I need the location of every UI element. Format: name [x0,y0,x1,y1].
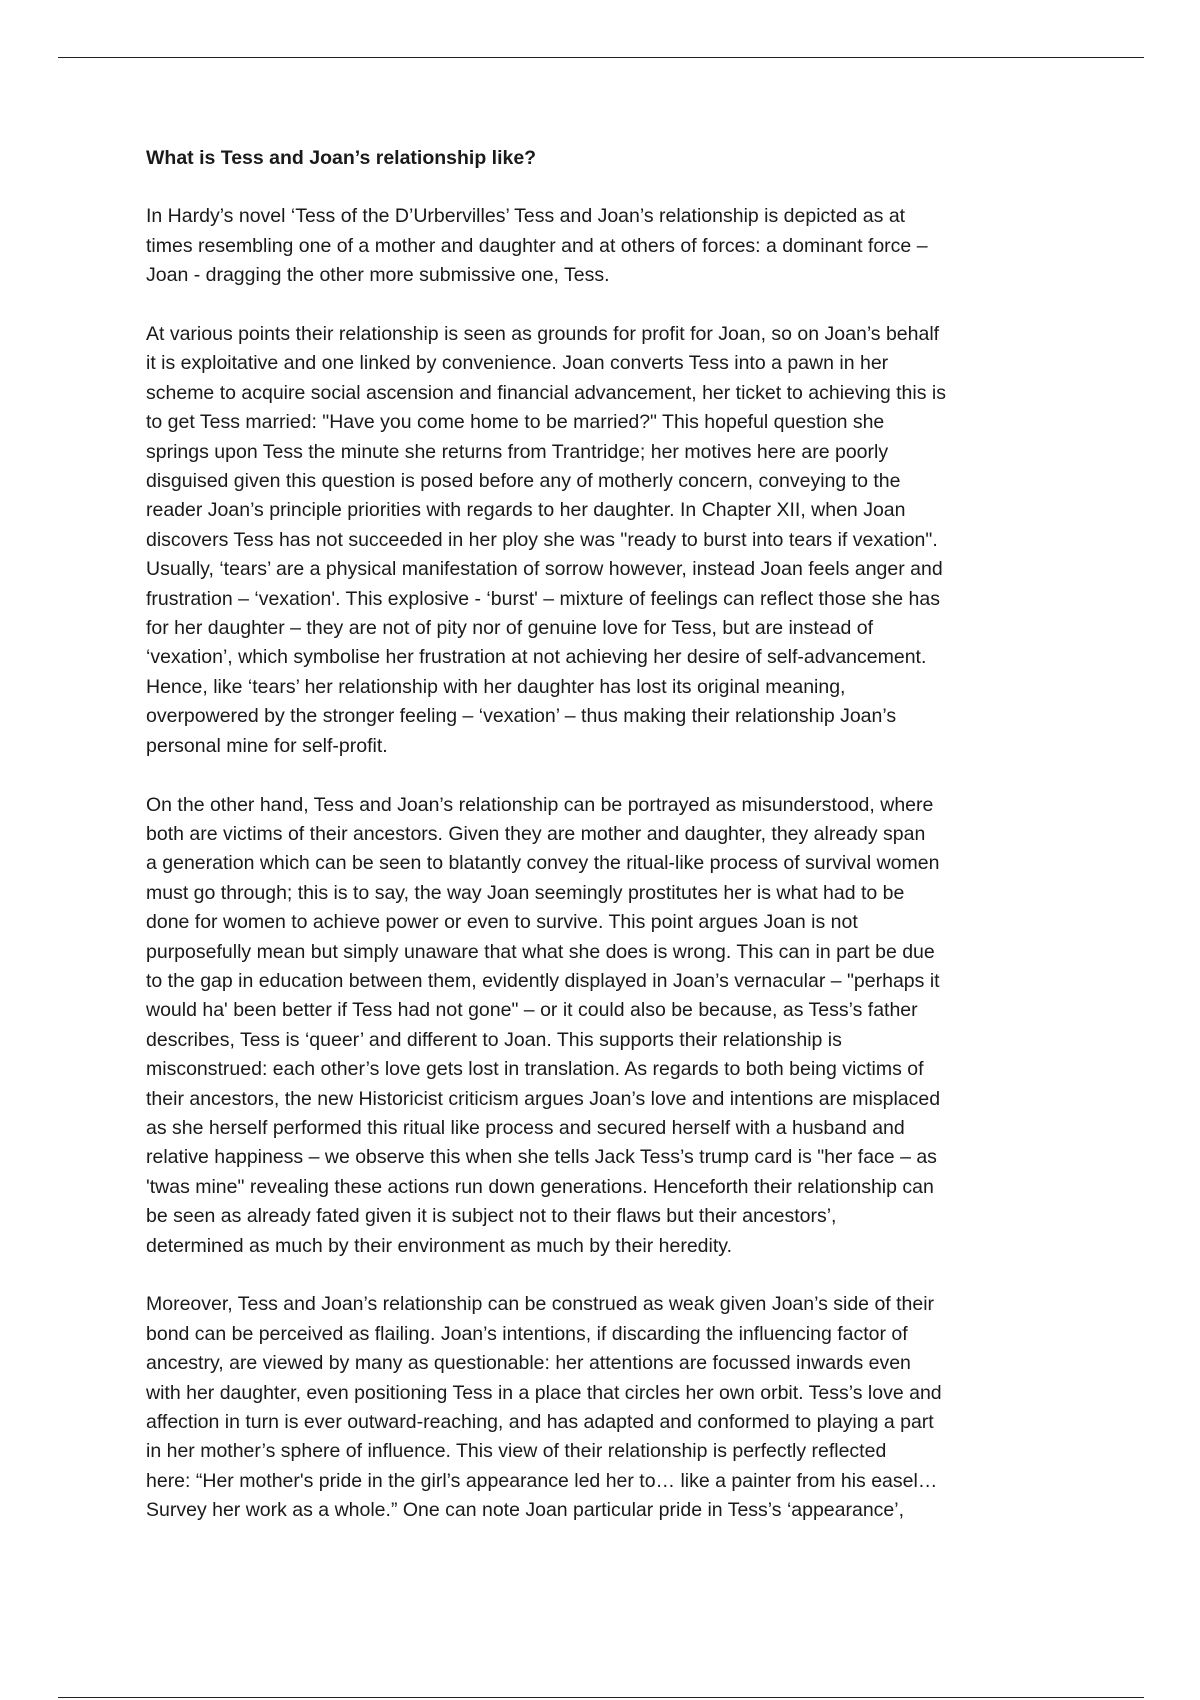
paragraph-4: Moreover, Tess and Joan’s relationship can be construed as weak given Joan’s side of their bond can be perceived as flailing. Joan’s intentions, if discarding the influencing factor of ancestry, are viewed by many as questionable: her attentions are focussed inwards even with her daughter, even positioning Tess in a place that circles her own orbit. Tess’s love and affection in turn is ever outward-reaching, and has adapted and conformed to playing a part in her mother’s sphere of influence. This view of their relationship is perfectly reflected here: “Her mother's pride in the girl’s appearance led her to… like a painter from his easel… Survey her work as a whole.” One can note Joan particular pride in Tess’s ‘appearance’, [146,1293,942,1522]
document-body [146,144,1066,1555]
document-title: What is Tess and Joan’s relationship like? [146,147,537,169]
paragraph-3: On the other hand, Tess and Joan’s relationship can be portrayed as misunderstood, where both are victims of their ancestors. Given they are mother and daughter, they already span a generation which can be seen to blatantly convey the ritual-like process of survival women must go through; this is to say, the way Joan seemingly prostitutes her is what had to be done for women to achieve power or even to survive. This point argues Joan is not purposefully mean but simply unaware that what she does is wrong. This can in part be due to the gap in education between them, evidently displayed in Joan’s vernacular – "perhaps it would ha' been better if Tess had not gone" – or it could also be because, as Tess’s father describes, Tess is ‘queer’ and different to Joan. This supports their relationship is misconstrued: each other’s love gets lost in translation. As regards to both being victims of their ancestors, the new Historicist criticism argues Joan’s love and intentions are misplaced as she herself performed this ritual like process and secured herself with a husband and relative happiness – we observe this when she tells Jack Tess’s trump card is "her face – as 'twas mine" revealing these actions run down generations. Henceforth their relationship can be seen as already fated given it is subject not to their flaws but their ancestors’, determined as much by their environment as much by their heredity. [146,793,941,1257]
header-rule [58,57,1144,58]
footer-rule [58,1697,1144,1698]
paragraph-1: In Hardy’s novel ‘Tess of the D’Urbervilles’ Tess and Joan’s relationship is depicted as at times resembling one of a mother and daughter and at others of forces: a dominant force – Joan - dragging the other more submissive one, Tess. [146,205,928,287]
paragraph-2: At various points their relationship is seen as grounds for profit for Joan, so on Joan’s behalf it is exploitative and one linked by convenience. Joan converts Tess into a pawn in her scheme to acquire social ascension and financial advancement, her ticket to achieving this is to get Tess married: "Have you come home to be married?" This hopeful question she springs upon Tess the minute she returns from Trantridge; her motives here are poorly disguised given this question is posed before any of motherly concern, conveying to the reader Joan’s principle priorities with regards to her daughter. In Chapter XII, when Joan discovers Tess has not succeeded in her ploy she was "ready to burst into tears if vexation". Usually, ‘tears’ are a physical manifestation of sorrow however, instead Joan feels anger and frustration – ‘vexation'. This explosive - ‘burst' – mixture of feelings can reflect those she has for her daughter – they are not of pity nor of genuine love for Tess, but are instead of ‘vexation’, which symbolise her frustration at not achieving her desire of self-advancement. Hence, like ‘tears’ her relationship with her daughter has lost its original meaning, overpowered by the stronger feeling – ‘vexation’ – thus making their relationship Joan’s personal mine for self-profit. [146,323,946,757]
